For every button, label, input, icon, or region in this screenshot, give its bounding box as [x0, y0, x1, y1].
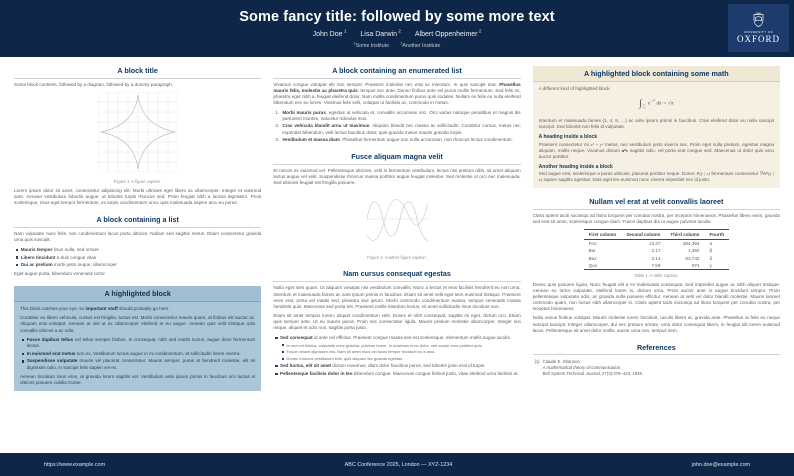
list-item-text	[21, 255, 262, 261]
paragraph: Nulla eget sem quam. Ut aliquam volutpat nisi vestibulum convallis. Nunc a lectus et eros facilisis hendrerit eu non urna. Interdum et malesuada fames ac ante ipsum primis in faucibus. Etiam sit amet velit eget sem euismod tristique. Praesent enim erat, porta vel mattis sed, pharetra sed ipsum. Morbi commodo condimentum massa, tempus venenatis massa hendrerit quis. Maecenas sed porta est. Praesent mollis interdum lectus, sit amet sollicitudin risus tincidunt non.	[273, 285, 521, 309]
enum-item	[275, 123, 520, 135]
list-item-rest: . Aliquam blandit nec massa ac sollicitudin. Curabitur cursus, metus nec imperdiet bibendum, velit lectus faucibus dolor, quis gravida metus mauris gravida turpis.	[282, 123, 521, 135]
list-item-rest: vel tellus semper finibus. In consequat, nibh sed mattis luctus, augue diam fermentum lectus.	[26, 337, 256, 349]
author-sup: 2	[478, 29, 482, 34]
list-item-text	[280, 363, 521, 369]
sub-list-item	[282, 356, 520, 361]
bullet-icon	[275, 365, 277, 367]
author-sup: 1	[343, 29, 347, 34]
poster-footer	[0, 453, 794, 476]
block-nam-cursus	[273, 269, 520, 376]
paragraph: Eget augue porta, bibendum venenatis tortor.	[14, 271, 106, 277]
list-item	[16, 262, 261, 268]
inline-math: x² + y²	[590, 141, 604, 147]
block-title: References	[533, 343, 780, 356]
math-mid: dx =	[655, 100, 668, 107]
list-item-text	[21, 262, 262, 268]
list-item-text	[280, 371, 521, 377]
bullet-icon	[22, 339, 24, 341]
sub-list-item	[282, 343, 520, 348]
table-cell: 13.37	[648, 240, 661, 246]
paragraph: Aenean tincidunt risus eros, at gravida lorem sagittis vel. Vestibulum ante ipsum primis in faucibus orci luctus et ultrices posuere cubilia Curae.	[20, 373, 256, 385]
bullet-icon	[282, 351, 284, 353]
block-title: A highlighted block	[14, 286, 261, 302]
block-table	[533, 197, 780, 333]
poster-title: Some fancy title: followed by some more text	[239, 9, 555, 25]
paragraph: Class aptent taciti sociosqu ad litora torquent per conubia nostra, per inceptos himenaeos. Phasellus libero enim, gravida sed erat sit amet, scelerisque congue diam. Fusce dapibus dui ut augue pulvinar iaculis.	[532, 213, 780, 225]
enum-number: 2.	[275, 123, 280, 129]
list-item-text	[282, 123, 520, 135]
text-segment: sapien sagittis egestas. Duis eget leo euismod nunc viverra imperdiet nec id justo.	[542, 177, 711, 183]
footer-url[interactable]: https://www.example.com	[44, 461, 106, 468]
author	[313, 31, 347, 38]
column-right	[533, 66, 780, 444]
figure-2	[273, 190, 520, 261]
list-item-bold: Dui ac pretium	[20, 262, 53, 268]
highlighted-math-block	[533, 66, 780, 188]
list-item	[22, 337, 255, 349]
in-block-heading: Another heading inside a block	[538, 163, 613, 170]
block-containing-a-list	[14, 215, 261, 277]
table-cell: δ	[709, 255, 713, 261]
block-a-block-title	[14, 66, 261, 206]
bullet-icon	[275, 337, 277, 339]
star-grid-plot	[98, 92, 178, 172]
paragraph: Nam vulputate nunc felis, non condimentum lacus porta ultrices. Nullam sed sagittis metus. Etiam consectetur gravida urna quis suscipit.	[14, 231, 262, 243]
data-table	[584, 229, 729, 270]
block-references	[533, 343, 780, 377]
list-item	[22, 351, 255, 357]
list-item-bold: Cras vehicula blandit urna ut maximus	[282, 123, 370, 129]
bullet-icon	[22, 353, 24, 355]
list-item-text	[27, 351, 256, 357]
list-item-text	[27, 358, 256, 370]
paragraph: Some block contents, followed by a diagram, followed by a dummy paragraph.	[14, 82, 174, 87]
table-cell: 83,742	[685, 255, 700, 261]
list-item-text	[280, 335, 521, 341]
bullet-icon	[282, 344, 284, 346]
affiliation-name: Some Institute	[355, 43, 389, 50]
list-item-rest: a duis congue vitae	[55, 254, 97, 260]
affiliation-list	[70, 41, 724, 49]
table-cell: α	[709, 240, 713, 246]
text-segment: Vivamus congue volutpat elit non semper. Praesent molestie nec erat ac interdum. In quis suscipit erat.	[273, 82, 500, 87]
list-item-rest: morbi justo neque, ullamcorper	[52, 262, 117, 268]
table-caption: Table 1. A table caption.	[634, 272, 679, 278]
list-item-bold: Sed luctus, elit sit amet	[280, 363, 332, 369]
table-header-cell: Third column	[665, 230, 704, 239]
list-item-rest: risus nulla, sed ornare	[52, 246, 99, 252]
reference-item	[535, 359, 780, 377]
paragraph	[539, 142, 774, 160]
list-item-text	[21, 247, 262, 253]
enum-item	[275, 137, 520, 143]
list-item-text	[282, 137, 520, 143]
paragraph: Curabitur eu libero vehicula, cursus est fringilla, luctus est. Morbi consectetur mauris quam, at finibus elit auctor ac. Aliquam erat volutpat. Aenean at nisl ut ex ullamcorper eleifend et eu augue. Aenean quis velit tristique odio convallis ultrices a ac odio.	[20, 315, 256, 333]
block-title: Fusce aliquam magna velit	[273, 152, 520, 165]
list-item-text	[27, 337, 256, 349]
sub-item-text: In sed est finibus, vulputate nunc gravida, pulvinar lorem. In maximus nunc dolor, sed auctor eros porttitor quis.	[286, 342, 483, 348]
table-cell: β	[709, 248, 713, 254]
column-middle	[273, 66, 520, 444]
table-header-cell: Fourth	[704, 230, 729, 239]
author	[415, 31, 482, 38]
bullet-icon	[282, 358, 284, 360]
inline-math: ∇θP(y | x)	[538, 171, 774, 183]
paragraph: Interdum et malesuada fames {1, 4, 9, …} ac ante ipsum primis in faucibus. Cras eleifend dolor eu nulla suscipit suscipit. Sed lobortis non felis id vulputate.	[538, 117, 774, 129]
author-name: John Doe	[312, 31, 343, 39]
list-item-bold: Vestibulum et massa diam	[282, 137, 340, 143]
affiliation-sup: 2	[400, 41, 403, 46]
logo-oxford: OXFORD	[736, 34, 780, 44]
math-exponent: −x²	[650, 98, 656, 103]
bullet-icon	[16, 264, 18, 266]
reference-authors: Claude E. Shannon.	[542, 358, 582, 364]
author	[360, 31, 401, 38]
text-segment: Praesent consectetur mi	[538, 141, 591, 147]
table-row	[584, 247, 729, 254]
list-item-bold: In euismod erat metus	[26, 350, 76, 356]
bullet-icon	[16, 256, 18, 258]
list-item-bold: Suspendisse vulputate	[26, 358, 78, 364]
math-result: √π	[667, 100, 674, 107]
list-item	[275, 363, 520, 369]
block-title: A block containing an enumerated list	[273, 66, 520, 79]
list-item-bold: Fusce dapibus tellus	[26, 337, 74, 343]
bullet-icon	[16, 249, 18, 251]
list-item	[22, 358, 255, 370]
paragraph	[539, 171, 774, 183]
list-item-text	[282, 110, 520, 122]
highlighted-block	[14, 286, 261, 390]
reference-journal: Bell System Technical Journal, 27(3):379–423, 1948.	[542, 370, 644, 376]
paragraph: A different kind of highlighted block.	[538, 85, 611, 91]
reference-label: [1]	[534, 358, 540, 364]
header-text	[70, 0, 724, 49]
list-item-rest: non ex. Vestibulum luctus augue in mi condimentum, at sollicitudin lorem viverra.	[75, 350, 241, 356]
poster-header	[0, 0, 794, 57]
footer-conference: ABC Conference 2025, London — XYZ-1234	[344, 461, 453, 468]
text-segment: sagittis odio, vel porta erat congue sed. Maecenas ut dolor quis arcu auctor porttitor.	[538, 147, 774, 159]
table-row	[584, 262, 729, 270]
list-item-bold: Libero tincidunt	[20, 254, 56, 260]
math-body: e	[647, 100, 651, 107]
sine-curves-plot	[360, 190, 434, 248]
table-cell: Baz	[588, 255, 597, 261]
integral-limits	[642, 104, 646, 111]
bold-segment: important stuff	[85, 305, 118, 311]
affiliation	[400, 43, 440, 49]
figure-caption: Figure 1. A figure caption.	[113, 179, 162, 185]
block-title: Nullam vel erat at velit convallis laoreet	[533, 197, 780, 210]
table-cell: 2.17	[651, 248, 661, 254]
oxford-crest-icon	[751, 12, 766, 29]
oxford-logo	[728, 4, 789, 52]
block-fusce-aliquam	[273, 152, 520, 260]
paragraph: Et rutrum ex euismod vel. Pellentesque ultricies, velit in fermentum vestibulum, lectus nisi pretium nibh, sit amet aliquam lectus augue vel velit. Suspendisse rhoncus massa porttitor augue feugiat molestie. Sed molestie ut orci nec malesuada. Sed ultricies feugiat est fringilla posuere.	[273, 168, 521, 186]
logo-university-of: UNIVERSITY OF	[743, 30, 774, 34]
list-item-rest: , egestas at vehicula et, convallis accumsan orci. Orci varius natoque penatibus et magnis dis parturient montes, nascetur ridiculus mus.	[282, 109, 521, 121]
table-row	[584, 254, 729, 261]
paragraph: Nulla varius finibus volutpat. Mauris molestie lorem tincidunt, iaculis libero at, gravida ante. Phasellus at felis eu neque suscipit suscipit. Integer ullamcorper, dui nec pretium ornare, urna dolor consequat libero, in feugiat elit lorem euismod lacus. Pellentesque sit amet dolor mollis, auctor urna non, tempus sem.	[532, 315, 780, 333]
list-item-rest: bibendum congue. Maecenas congue finibus justo, vitae eleifend urna facilisis at.	[352, 370, 519, 376]
affiliation	[354, 43, 389, 49]
block-title: Nam cursus consequat egestas	[273, 269, 520, 282]
enum-number: 1.	[275, 109, 280, 115]
list-item	[275, 335, 520, 341]
paragraph	[273, 82, 520, 106]
lower-limit: −∞	[641, 106, 646, 111]
figure-1	[14, 92, 261, 185]
list-item-bold: Sed consequat	[280, 334, 313, 340]
text-segment: fermentum consectetur	[710, 171, 760, 177]
equation	[533, 98, 780, 111]
author-list	[70, 29, 724, 38]
table-cell: Bar	[588, 248, 596, 254]
table-header-cell: First column	[584, 230, 622, 239]
list-item-rest: mauris vel placerat consectetur. Mauris semper, purus at hendrerit molestie, elit mi dignissim odio, in suscipit felis sapien vel ex.	[26, 358, 256, 370]
list-item	[16, 247, 261, 253]
table-cell: 3.14	[651, 255, 661, 261]
table-row	[584, 239, 729, 247]
table-header-row	[584, 230, 729, 239]
table-cell: 1,392	[687, 248, 700, 254]
table-cell: Foo	[588, 240, 597, 246]
text-segment: , tempus nec ante. Donec finibus ante vel purus mollis fermentum. Sed felis mi, pharetra eget nibh a, feugiat eleifend dolor. Nam mollis condimentum purus quis sodales. Nullam eu felis eu nulla eleifend bibendum nec eu lorem. Vivamus felis velit, volutpat ut facilisis ac, commodo in metus.	[273, 88, 521, 106]
sub-item-text: Donec rhoncus vestibulum erat, quis aliquam leo gravida egestas.	[286, 356, 404, 362]
block-title: A highlighted block containing some math	[533, 66, 780, 82]
table-cell: 7.59	[621, 262, 665, 270]
bullet-icon	[275, 373, 277, 375]
table-cell: γ	[704, 262, 729, 270]
enum-number: 3.	[275, 137, 280, 143]
in-block-heading: A heading inside a block	[538, 134, 598, 141]
paragraph	[20, 306, 255, 312]
inline-math: uᵀv	[621, 147, 629, 153]
list-item-rest: . Phasellus fermentum augue non nulla accumsan, non rhoncus lectus condimentum.	[339, 137, 513, 143]
inline-math: P(y | x)	[696, 171, 711, 177]
text-segment: should probably go here.	[117, 305, 170, 311]
table-cell: 384,394	[682, 240, 700, 246]
affiliation-name: Another Institute	[402, 43, 441, 50]
enum-item	[275, 110, 520, 122]
block-title: A block containing a list	[14, 215, 261, 228]
block-title: A block title	[14, 66, 261, 79]
list-item-rest: dictum maximus, diam dolor faucibus purus, sed lobortis justo erat id turpis.	[331, 363, 486, 369]
sub-list-item	[282, 349, 520, 354]
paragraph: Etiam sit amet tempus lorem, aliquet condimentum velit. Donec et nibh consequat, sagittis mi eget, dictum orci. Etiam quis semper ante. Ut eu mauris purus. Proin nec consectetur ligula. Mauris pretium molestie ullamcorper. Integer nisi neque, aliquet et odio non, sagittis porta justo.	[273, 313, 521, 331]
column-left	[14, 66, 261, 444]
reference-work-title: A mathematical theory of communication.	[542, 364, 622, 370]
list-item-bold: Morbi mauris purus	[282, 109, 326, 115]
poster-body	[0, 57, 794, 444]
author-name: Lisa Darwin	[360, 31, 397, 39]
author-name: Albert Oppenheimer	[414, 31, 478, 39]
list-item-bold: Pellentesque facilisis dolor in leo	[280, 370, 353, 376]
footer-email[interactable]: john.doe@example.com	[691, 461, 750, 468]
affiliation-sup: 1	[353, 41, 356, 46]
list-item	[275, 371, 520, 377]
sub-item-text: Fusce ornare dignissim nisi. Nam sit amet risus vel lacus tempor tincidunt eu a arcu.	[286, 349, 436, 355]
upper-limit: ∞	[642, 102, 645, 107]
paragraph: Lorem ipsum dolor sit amet, consectetur adipiscing elit. Morbi ultricies eget libero ac ullamcorper. Integer et euismod ante. Aenean vestibulum lobortis augue, ut lobortis turpis rhoncus sed. Proin feugiat nibh a lacinia dignissim. Proin scelerisque, risus eget tempor fermentum, ex turpis condimentum urna, quis malesuada sapien arcu eu purus.	[14, 188, 262, 206]
bullet-icon	[22, 360, 24, 362]
list-item-bold: Mauris tempor	[20, 246, 53, 252]
block-enumerated-list	[273, 66, 520, 143]
integral-sign: ∫	[639, 97, 642, 109]
figure-caption: Figure 2. Another figure caption.	[367, 255, 427, 261]
list-item	[16, 255, 261, 261]
paragraph: Donec quis posuere ligula. Nunc feugiat elit a mi malesuada consequat. Sed imperdiet augue ac nibh aliquet tristique. Aenean eu tortor vulputate, eleifend lorem in, dictum urna. Proin auctor ante in augue tincidunt tempor. Proin pellentesque vulputate odio, ac gravida nulla posuere efficitur. Aenean at velit vel dolor blandit molestie. Mauris laoreet commodo quam, non luctus nibh ullamcorper in. Class aptent taciti sociosqu ad litora torquent per conubia nostra, per inceptos himenaeos.	[532, 281, 780, 311]
author-sup: 2	[398, 29, 401, 34]
text-segment: This block catches your eye, so	[20, 305, 86, 311]
list-item-rest: id ante vel efficitur. Praesent congue massa sed est scelerisque, elementum mollis augue iaculis.	[312, 334, 512, 340]
table-cell: 974	[665, 262, 704, 270]
text-segment: metus, nec vestibulum justo viverra nec. Proin eget nulla pretium, egestas magna aliquam, mollis neque. Vivamus dictum	[538, 141, 774, 153]
text-segment: Sed augue erat, scelerisque a purus ultricies, placerat porttitor neque. Donec	[538, 171, 697, 177]
table-cell: Qux	[584, 262, 622, 270]
reference-body	[543, 359, 643, 377]
bold-segment: Phasellus mauris felis, molestie ac pharetra quis	[273, 82, 521, 94]
table-header-cell: Second column	[621, 230, 665, 239]
